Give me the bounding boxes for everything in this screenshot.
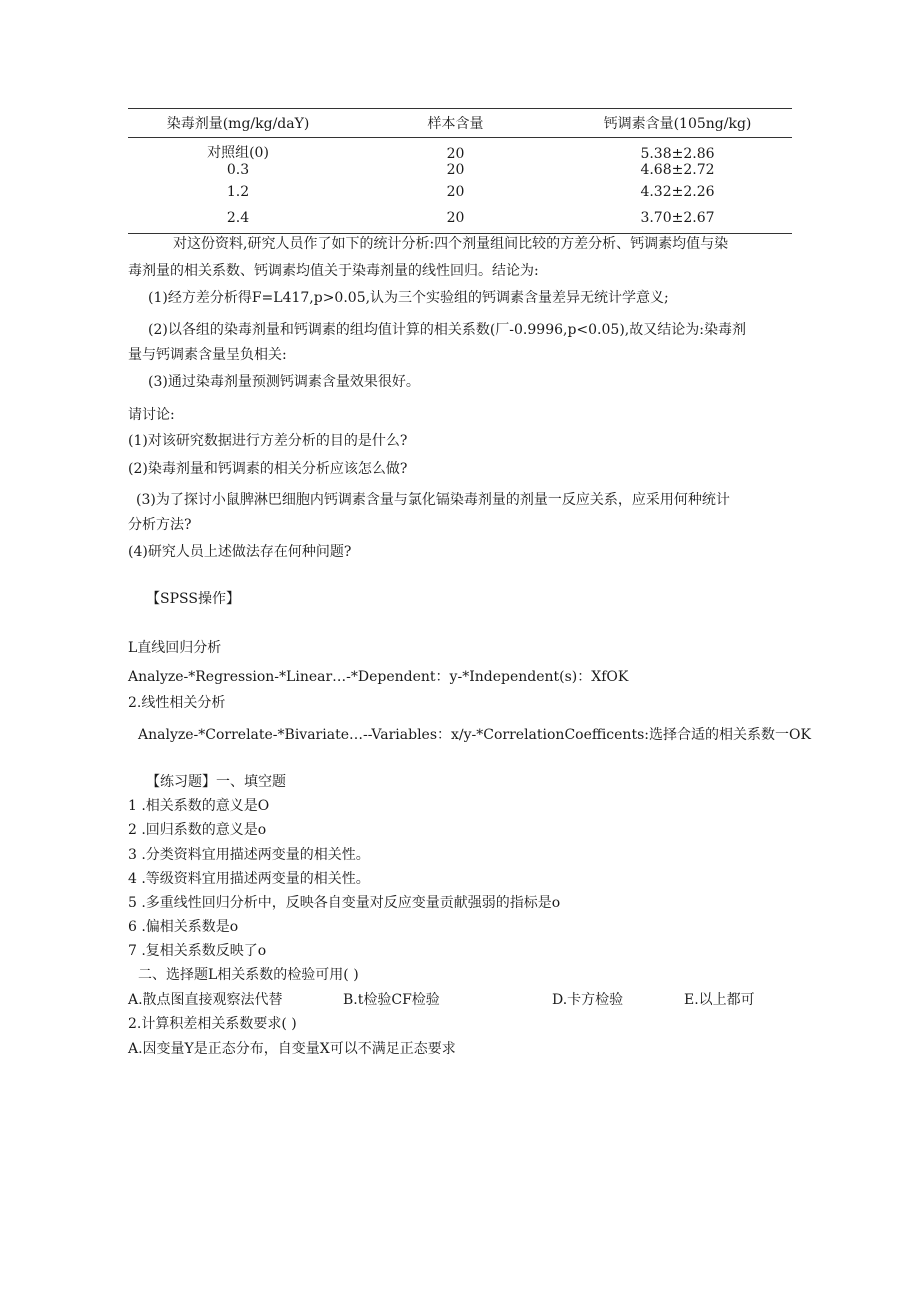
table-header: 样本含量 [427, 116, 484, 132]
choice-question: 二、选择题L相关系数的检验可用( ) [138, 967, 359, 983]
fill-blank-item: 4 .等级资料宜用描述两变量的相关性。 [128, 871, 370, 887]
choice-option: E.以上都可 [684, 992, 755, 1008]
fill-blank-item: 7 .复相关系数反映了o [128, 943, 267, 959]
table-cell: 3.70±2.67 [640, 210, 715, 227]
table-cell: 1.2 [226, 183, 250, 200]
table-row [128, 138, 792, 162]
question-line: (2)染毒剂量和钙调素的相关分析应该怎么做? [128, 461, 408, 477]
discussion-heading: 请讨论: [128, 407, 175, 423]
spss-step-title: L直线回归分析 [128, 640, 222, 656]
choice-option: B.t检验CF检验 [343, 992, 440, 1008]
table-header: 染毒剂量(mg/kg/daY) [166, 116, 310, 132]
table-cell: 20 [446, 183, 465, 200]
spss-heading: 【SPSS操作】 [146, 591, 240, 607]
table-cell: 20 [446, 161, 465, 178]
choice-option: A.因变量Y是正态分布，自变量X可以不满足正态要求 [128, 1041, 456, 1057]
spss-step-command: Analyze-*Regression-*Linear…-*Dependent：y-*Independent(s)：XfOK [128, 669, 629, 685]
table-row [128, 180, 792, 204]
fill-blank-item: 3 .分类资料宜用描述两变量的相关性。 [128, 847, 370, 863]
conclusion-line: (3)通过染毒剂量预测钙调素含量效果很好。 [148, 374, 420, 390]
table-cell: 2.4 [226, 210, 250, 227]
table-cell: 0.3 [226, 161, 250, 178]
question-line: (4)研究人员上述做法存在何种问题? [128, 544, 352, 560]
spss-step-command: Analyze-*Correlate-*Bivariate…--Variables：x∕y-*CorrelationCoefficents:选择合适的相关系数一OK [138, 727, 811, 743]
question-line: (1)对该研究数据进行方差分析的目的是什么? [128, 433, 408, 449]
choice-option: A.散点图直接观察法代替 [128, 992, 283, 1008]
table-cell: 4.32±2.26 [640, 183, 715, 200]
data-table [128, 108, 792, 234]
table-cell: 20 [446, 145, 465, 162]
conclusion-line: (1)经方差分析得F=L417,p>0.05,认为三个实验组的钙调素含量差异无统计学意义; [148, 290, 669, 306]
table-row [128, 204, 792, 234]
choice-question: 2.计算积差相关系数要求( ) [128, 1016, 297, 1032]
spss-step-title: 2.线性相关分析 [128, 695, 226, 711]
fill-blank-item: 5 .多重线性回归分析中，反映各自变量对反应变量贡献强弱的指标是o [128, 895, 561, 911]
paragraph-line: 对这份资料,研究人员作了如下的统计分析:四个剂量组间比较的方差分析、钙调素均值与染 [173, 236, 729, 252]
table-cell: 20 [446, 210, 465, 227]
fill-blank-item: 6 .偏相关系数是o [128, 919, 239, 935]
question-line: 分析方法? [128, 517, 192, 533]
table-header: 钙调素含量(105ng/kg) [603, 116, 752, 132]
table-cell: 5.38±2.86 [640, 145, 715, 162]
question-line: (3)为了探讨小鼠脾淋巴细胞内钙调素含量与氯化镉染毒剂量的剂量一反应关系，应采用何种统计 [136, 492, 730, 508]
table-row [128, 162, 792, 180]
fill-blank-item: 2 .回归系数的意义是o [128, 822, 267, 838]
fill-blank-item: 1 .相关系数的意义是O [128, 798, 270, 814]
conclusion-line: 量与钙调素含量呈负相关: [128, 347, 287, 363]
table-cell: 对照组(0) [207, 144, 269, 161]
paragraph-line: 毒剂量的相关系数、钙调素均值关于染毒剂量的线性回归。结论为: [128, 263, 539, 279]
choice-option: D.卡方检验 [552, 992, 624, 1008]
exercise-heading: 【练习题】一、填空题 [146, 774, 286, 790]
table-cell: 4.68±2.72 [640, 161, 715, 178]
table-header-row [128, 109, 792, 138]
conclusion-line: (2)以各组的染毒剂量和钙调素的组均值计算的相关系数(厂-0.9996,p<0.05),故又结论为:染毒剂 [148, 322, 746, 338]
